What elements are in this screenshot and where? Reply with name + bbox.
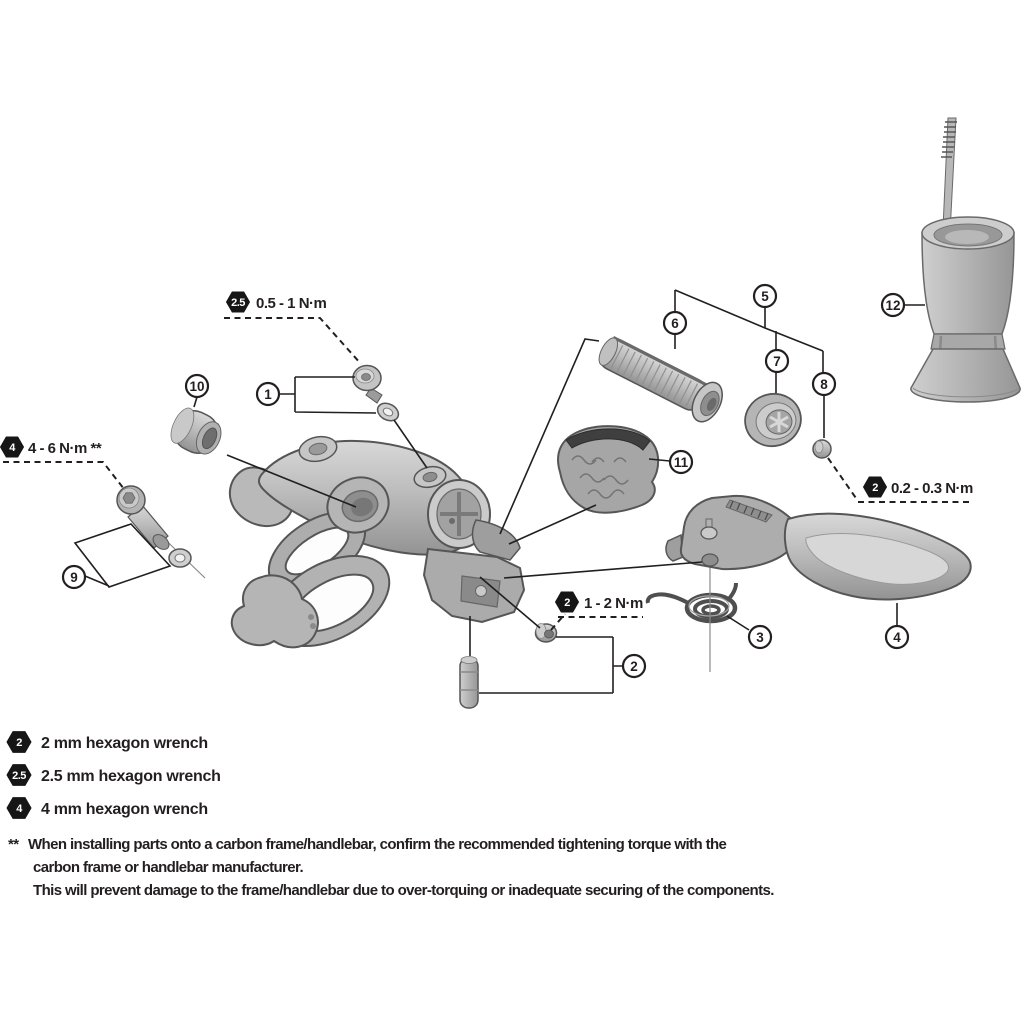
- callout-10-number: 10: [189, 379, 205, 394]
- hex-socket: [123, 493, 135, 503]
- callout-5-number: 5: [761, 289, 769, 304]
- wrench-size: 2: [564, 597, 570, 610]
- torque-value: 0.5 - 1 N·m: [256, 295, 327, 312]
- torque-value: 0.2 - 0.3 N·m: [891, 480, 973, 497]
- part-rubber-cover: [558, 426, 658, 513]
- footnote-marker: **: [8, 836, 19, 853]
- callout-6-number: 6: [671, 316, 679, 331]
- torque-label-screw: [227, 292, 327, 312]
- part-grip-insert: [593, 330, 729, 427]
- hexagon-wrench-icon: [227, 292, 250, 312]
- leader-body-to-lever: [504, 562, 702, 578]
- torque-value: 1 - 2 N·m: [584, 595, 643, 612]
- part-clamp-body: [230, 433, 524, 664]
- callout-4: [886, 626, 908, 648]
- wrench-size: 4: [16, 803, 22, 816]
- torque-label-clamp-bolt: [1, 437, 102, 457]
- leader-body-to-cover: [509, 505, 596, 544]
- torque-value: 4 - 6 N·m **: [28, 440, 102, 457]
- callout-stems: [75, 290, 925, 693]
- callout-3: [749, 626, 771, 648]
- callout-8: [813, 373, 835, 395]
- callout-7: [766, 350, 788, 372]
- callout-1-number: 1: [264, 387, 272, 402]
- bracket-callout-2: [479, 637, 623, 693]
- callout-10: [186, 375, 208, 397]
- torque-label-nut: [556, 592, 644, 612]
- part-bleed-funnel: [911, 118, 1020, 402]
- callout-8-number: 8: [820, 377, 828, 392]
- wrench-size: 2.5: [12, 770, 26, 783]
- legend-label: 2 mm hexagon wrench: [41, 735, 208, 752]
- callout-9-number: 9: [70, 570, 78, 585]
- wrench-size: 2: [16, 737, 22, 750]
- legend-label: 4 mm hexagon wrench: [41, 801, 208, 818]
- legend-item-2-5mm: [7, 765, 221, 786]
- hexagon-wrench-icon: [7, 732, 31, 753]
- part-bushing: [166, 404, 227, 461]
- part-return-spring: [648, 583, 736, 621]
- callout-2-number: 2: [630, 659, 638, 674]
- footnote-line-2: carbon frame or handlebar manufacturer.: [33, 859, 304, 876]
- callout-1: [257, 383, 279, 405]
- legend-item-4mm: [7, 798, 208, 819]
- legend-item-2mm: [7, 732, 208, 753]
- callout-12: [882, 294, 904, 316]
- torque-label-cap: [864, 477, 974, 497]
- footnote-line-3: This will prevent damage to the frame/handlebar due to over-torquing or inadequate securing of the components.: [33, 882, 774, 899]
- callout-6: [664, 312, 686, 334]
- legend: [7, 732, 221, 819]
- footnote: [8, 836, 774, 899]
- callout-12-number: 12: [885, 298, 901, 313]
- hexagon-wrench-icon: [864, 477, 887, 497]
- callout-9: [63, 566, 85, 588]
- hexagon-wrench-icon: [7, 765, 31, 786]
- wrench-size: 2: [872, 482, 878, 495]
- callout-7-number: 7: [773, 354, 781, 369]
- footnote-line-1: When installing parts onto a carbon frame/handlebar, confirm the recommended tightening torque with the: [28, 836, 727, 853]
- dash-torque-nut: [551, 614, 643, 630]
- part-fixing-screw: [353, 366, 401, 425]
- callout-3-number: 3: [756, 630, 764, 645]
- hexagon-wrench-icon: [556, 592, 579, 612]
- callout-2: [623, 655, 645, 677]
- wrench-size: 2.5: [231, 297, 245, 310]
- part-brake-lever: [666, 496, 971, 672]
- dash-torque-screw: [224, 318, 361, 364]
- legend-label: 2.5 mm hexagon wrench: [41, 768, 221, 785]
- part-pin: [460, 657, 478, 709]
- stem-callout-10: [194, 397, 197, 407]
- part-clamp-bolt: [117, 486, 205, 578]
- hexagon-wrench-icon: [1, 437, 24, 457]
- dash-torque-bolt: [3, 462, 124, 489]
- callout-4-number: 4: [893, 630, 901, 645]
- part-cap: [813, 440, 831, 458]
- callout-11-number: 11: [673, 455, 689, 470]
- callout-11: [670, 451, 692, 473]
- stem-callout-3: [727, 616, 749, 630]
- callout-5: [754, 285, 776, 307]
- wrench-size: 4: [9, 442, 15, 455]
- part-adjuster-dial: [739, 388, 807, 453]
- hexagon-wrench-icon: [7, 798, 31, 819]
